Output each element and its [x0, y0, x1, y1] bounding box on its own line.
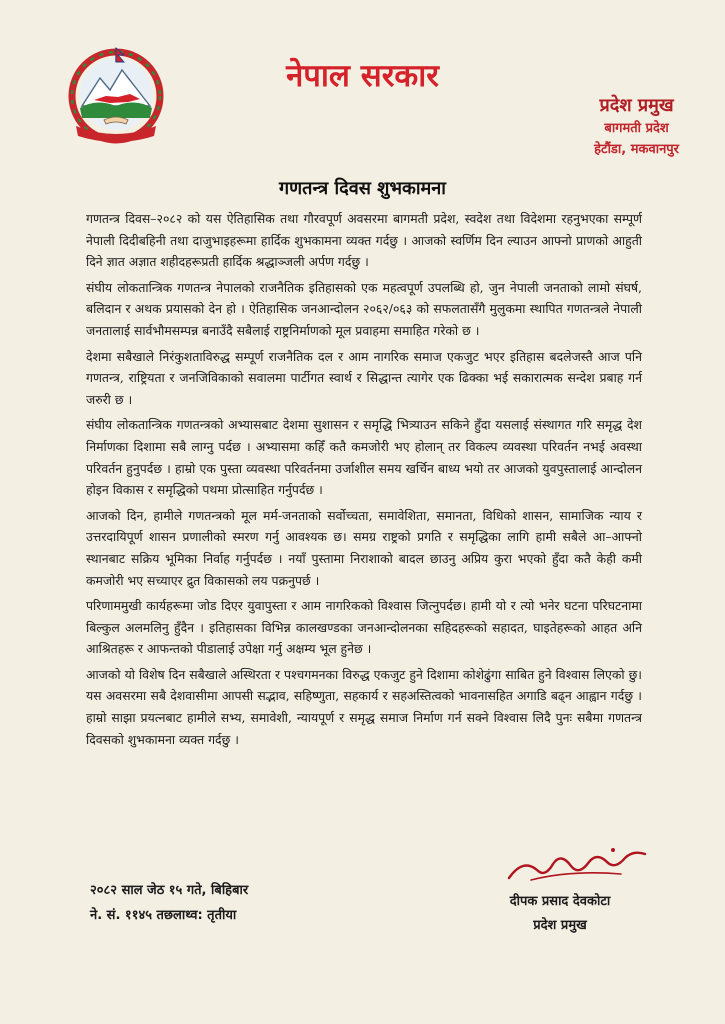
paragraph: देशमा सबैखाले निरंकुशताविरुद्ध सम्पूर्ण राजनैतिक दल र आम नागरिक समाज एकजुट भएर इतिहास बदलेजस्तै आज पनि गणतन्त्र, राष्ट्रियता र जनजिविकाको सवालमा पार्टीगत स्वार्थ र सिद्धान्त त्यागेर एक ढिक्का भई सकारात्मक सन्देश प्रबाह गर्न जरुरी छ । — [86, 348, 642, 407]
date-block — [90, 878, 248, 928]
office-block — [594, 94, 679, 160]
nepal-sambat-date: ने. सं. ११४५ तछलाथ्व: तृतीया — [90, 908, 237, 923]
signature — [486, 840, 666, 890]
paragraph: गणतन्त्र दिवस–२०८२ को यस ऐतिहासिक तथा गौरवपूर्ण अवसरमा बागमती प्रदेश, स्वदेश तथा विदेशमा रहनुभएका सम्पूर्ण नेपाली दिदीबहिनी तथा दाजुभाइहरूमा हार्दिक शुभकामना व्यक्त गर्दछु । आजको स्वर्णिम दिन ल्याउन आफ्नो प्राणको आहुती दिने ज्ञात अज्ञात शहीदहरूप्रती हार्दिक श्रद्धाञ्जली अर्पण गर्दछु । — [86, 211, 642, 270]
office-role: प्रदेश प्रमुख — [599, 95, 674, 116]
paragraph: परिणाममुखी कार्यहरूमा जोड दिएर युवापुस्ता र आम नागरिकको विश्वास जित्नुपर्दछ। हामी यो र त्यो भनेर घटना परिघटनामा बिल्कुल अलमलिनु हुँदैन । इतिहासका विभिन्न कालखण्डका जनआन्दोलनका सहिदहरूको सहादत, घाइतेहरूको आहत अनि आश्रितहरू र आफन्तको पीडालाई उपेक्षा गर्नु अक्षम्य भूल हुनेछ । — [86, 598, 642, 657]
signer-name: दीपक प्रसाद देवकोटा — [509, 894, 611, 909]
date-line: २०८२ साल जेठ १५ गते, बिहिबार — [90, 883, 249, 898]
letter-body — [86, 208, 642, 754]
paragraph: संघीय लोकतान्त्रिक गणतन्त्रको अभ्यासबाट देशमा सुशासन र समृद्धि भित्र्याउन सकिने हुँदा यसलाई संस्थागत गरि समृद्ध देश निर्माणका दिशामा सबै लाग्नु पर्दछ । अभ्यासमा कहिँ कतै कमजोरी भए होलान् तर विकल्प व्यवस्था परिवर्तन नभई अवस्था परिवर्तन हुनुपर्दछ । हाम्रो एक पुस्ता व्यवस्था परिवर्तनमा उर्जाशील समय खर्चिन बाध्य भयो तर आजको युवपुस्तालाई आन्दोलन होइन विकास र समृद्धिको पथमा प्रोत्साहित गर्नुपर्दछ । — [86, 417, 642, 498]
signer-block — [480, 890, 640, 938]
office-address: हेटौंडा, मकवानपुर — [594, 142, 679, 157]
government-title: नेपाल सरकार — [286, 58, 439, 94]
signer-role: प्रदेश प्रमुख — [533, 918, 587, 933]
paragraph: संघीय लोकतान्त्रिक गणतन्त्र नेपालको राजनैतिक इतिहासको एक महत्वपूर्ण उपलब्धि हो, जुन नेपाली जनताको लामो संघर्ष, बलिदान र अथक प्रयासको देन हो । ऐतिहासिक जनआन्दोलन २०६२/०६३ को सफलतासँगै मुलुकमा स्थापित गणतन्त्रले नेपाली जनतालाई सार्वभौमसम्पन्न बनाउँदै सबैलाई राष्ट्रनिर्माणको मूल प्रवाहमा समाहित गरेको छ । — [86, 279, 642, 338]
paragraph: आजको यो विशेष दिन सबैखाले अस्थिरता र पश्चगमनका विरुद्ध एकजुट हुने दिशामा कोशेढुंगा साबित हुने विश्वास लिएको छु। यस अवसरमा सबै देशवासीमा आपसी सद्भाव, सहिष्णुता, सहकार्य र सहअस्तित्वको भावनासहित अगाडि बढ्न आह्वान गर्दछु । हाम्रो साझा प्रयत्नबाट हामीले सभ्य, समावेशी, न्यायपूर्ण र समृद्ध समाज निर्माण गर्न सक्ने विश्वास लिदै पुनः सबैमा गणतन्त्र दिवसको शुभकामना व्यक्त गर्दछु । — [86, 666, 642, 747]
letter-heading: गणतन्त्र दिवस शुभकामना — [279, 178, 446, 199]
paragraph: आजको दिन, हामीले गणतन्त्रको मूल मर्म-जनताको सर्वोच्चता, समावेशिता, समानता, विधिको शासन, सामाजिक न्याय र उत्तरदायिपूर्ण शासन प्रणालीको स्मरण गर्नु आवश्यक छ। समग्र राष्ट्रको प्रगति र समृद्धिका लागि हामी सबैले आ–आफ्नो स्थानबाट सक्रिय भूमिका निर्वाह गर्नुपर्दछ । नयाँ पुस्तामा निराशाको बादल छाउनु अप्रिय कुरा भएको हुँदा कतै केही कमी कमजोरी भए सच्याएर द्रुत विकासको लय पक्रनुपर्छ । — [86, 507, 642, 588]
province-name: बागमती प्रदेश — [604, 121, 669, 136]
